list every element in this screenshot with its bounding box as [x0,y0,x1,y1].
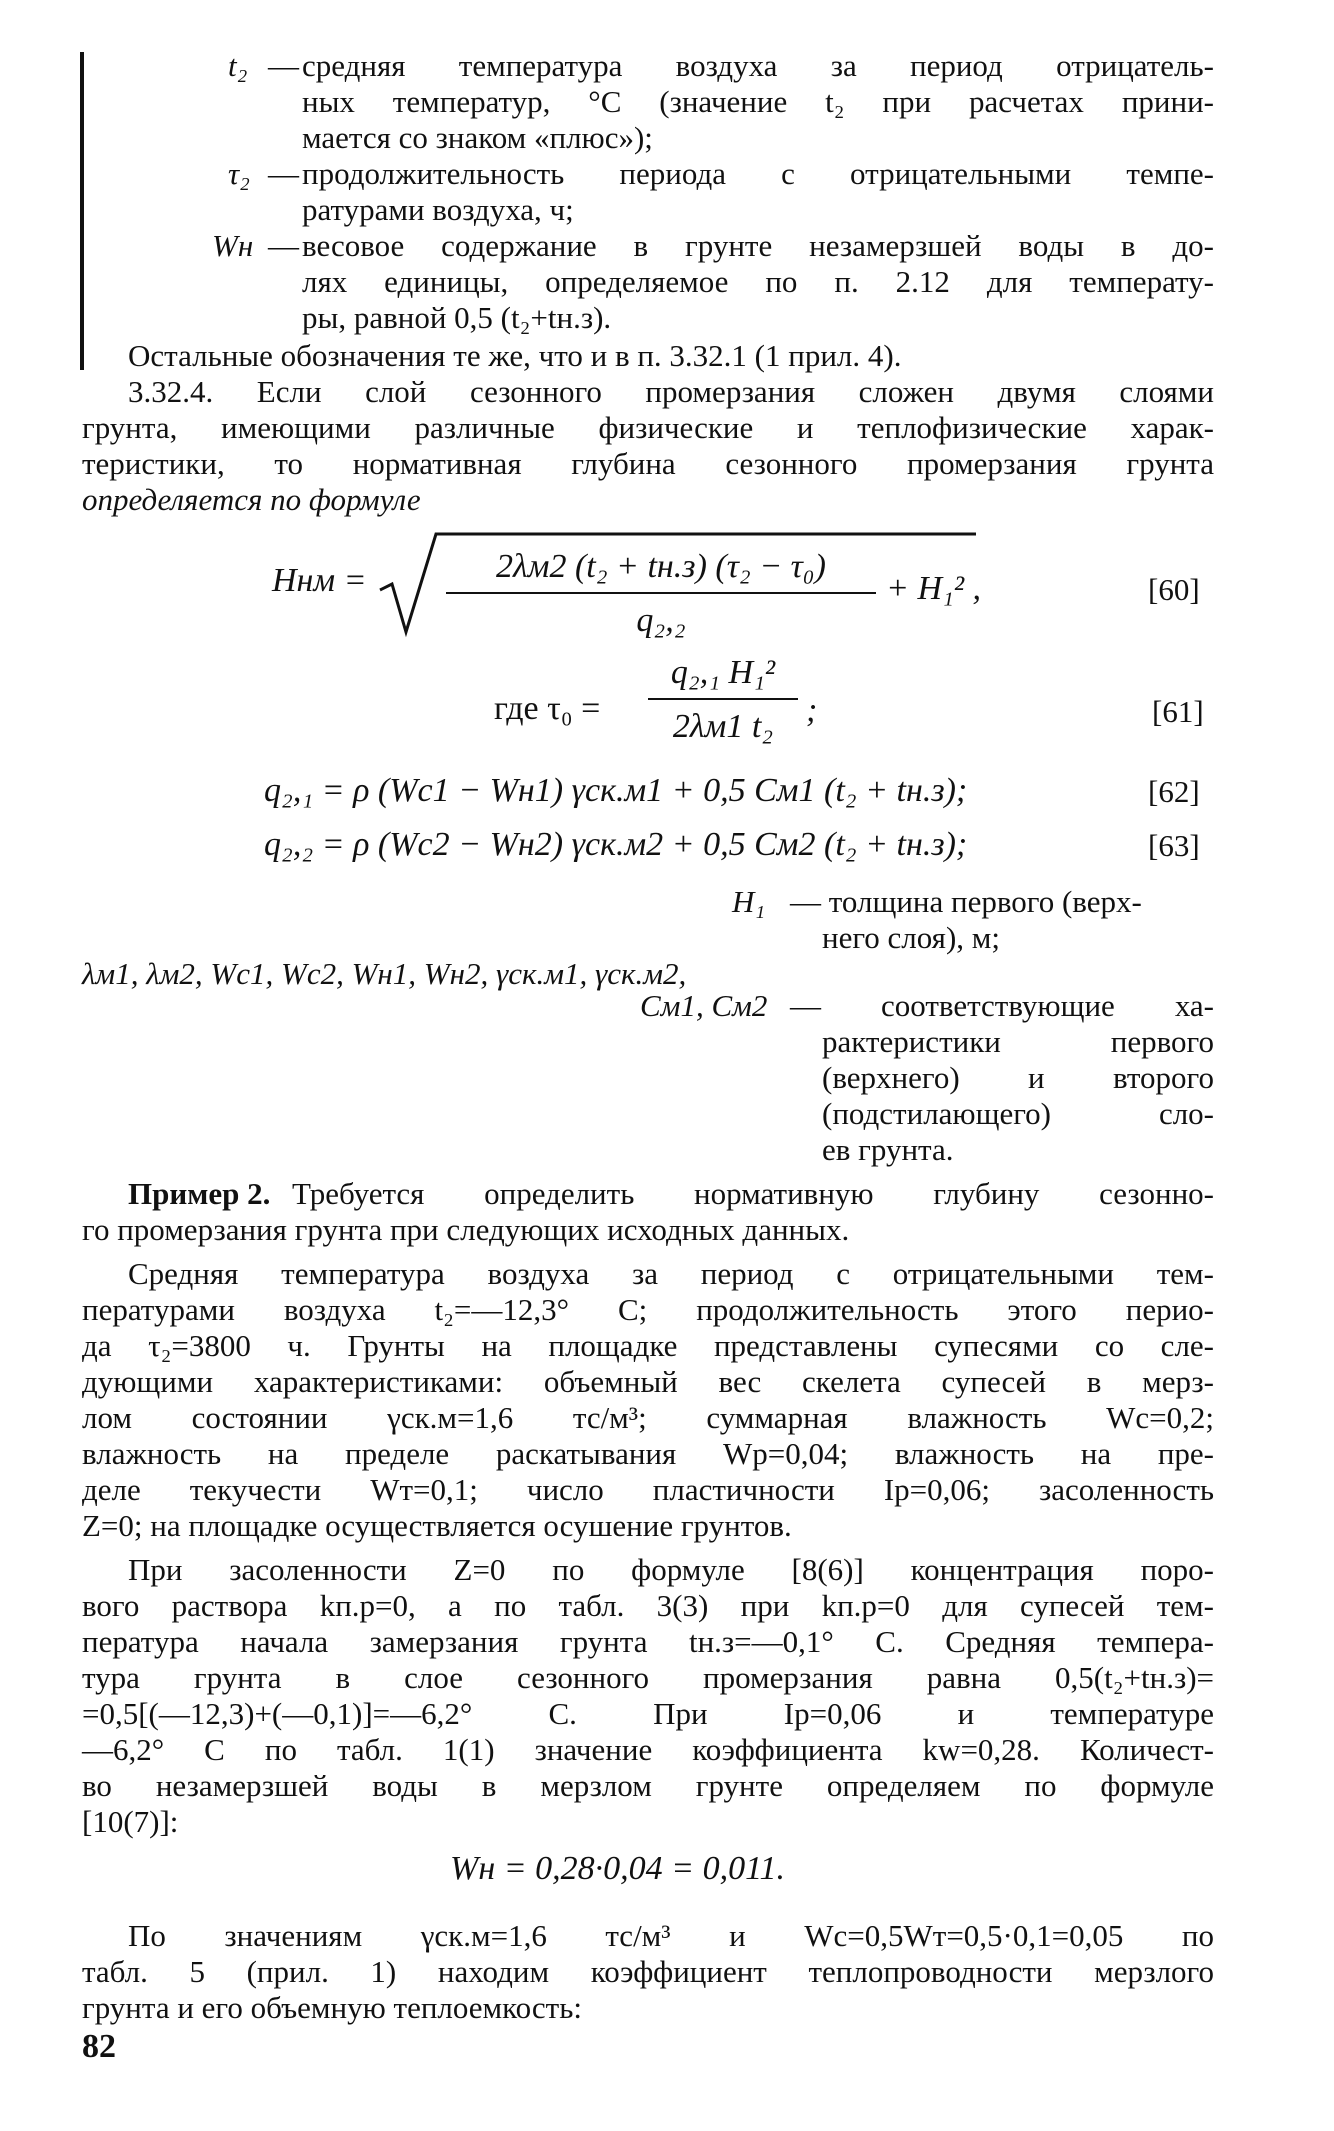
def-line: (подстилающего) сло- [822,1096,1214,1131]
def-line: ратурами воздуха, ч; [302,192,574,227]
def-symbol: t₂ [228,48,248,83]
paragraph-line: —6,2° C по табл. 1(1) значение коэффициента kw=0,28. Количест- [82,1732,1214,1767]
def-dash: — [268,156,299,191]
def-symbol: Wн [212,228,254,263]
def-line: весовое содержание в грунте незамерзшей воды в до- [302,228,1214,263]
fraction-numerator: q₂,₁ H₁² [648,654,798,700]
page-number: 82 [82,2028,116,2065]
paragraph-line: Z=0; на площадке осуществляется осушение грунтов. [82,1508,792,1543]
paragraph-line: грунта и его объемную теплоемкость: [82,1990,582,2025]
equation-prefix: где τ₀ = [494,690,601,727]
def-symbol: H₁ [732,884,766,919]
equation-63: q₂,₂ = ρ (Wс2 − Wн2) γск.м2 + 0,5 Cм2 (t₂ + tн.з); [264,826,968,863]
def-line: рактеристики первого [822,1024,1214,1059]
paragraph-line: =0,5[(—12,3)+(—0,1)]=—6,2° C. При Iр=0,06 и температуре [82,1696,1214,1731]
def-line: средняя температура воздуха за период отрицатель- [302,48,1214,83]
def-line: ев грунта. [822,1132,954,1167]
equation-number: [62] [1148,774,1200,809]
paragraph-line: го промерзания грунта при следующих исходных данных. [82,1212,850,1247]
example-label: Пример 2. [128,1176,271,1211]
equation-number: [63] [1148,828,1200,863]
paragraph-line: табл. 5 (прил. 1) находим коэффициент теплопроводности мерзлого [82,1954,1214,1989]
paragraph-line: определяется по формуле [82,482,421,517]
paragraph-line: дующими характеристиками: объемный вес скелета супесей в мерз- [82,1364,1214,1399]
paragraph-line: пературами воздуха t₂=—12,3° C; продолжительность этого перио- [82,1292,1214,1327]
paragraph-line: деле текучести Wт=0,1; число пластичности Iр=0,06; засоленность [82,1472,1214,1507]
def-line: ных температур, °C (значение t₂ при расчетах прини- [302,84,1214,119]
fraction-denominator: q₂,₂ [636,602,686,639]
paragraph-line: грунта, имеющими различные физические и теплофизические харак- [82,410,1214,445]
def-line: него слоя), м; [822,920,1000,955]
def-dash: — [268,228,299,263]
equation-wn: Wн = 0,28·0,04 = 0,011. [450,1850,786,1887]
def-line: — толщина первого (верх- [790,884,1142,919]
def-line: ры, равной 0,5 (t₂+tн.з). [302,300,612,335]
def-line: (верхнего) и второго [822,1060,1214,1095]
paragraph-line: тура грунта в слое сезонного промерзания равна 0,5(t₂+tн.з)= [82,1660,1214,1695]
paragraph-line: пература начала замерзания грунта tн.з=—0,1° C. Средняя темпера- [82,1624,1214,1659]
paragraph-line: вого раствора kп.р=0, а по табл. 3(3) при kп.р=0 для супесей тем- [82,1588,1214,1623]
paragraph-line: во незамерзшей воды в мерзлом грунте определяем по формуле [82,1768,1214,1803]
fraction-numerator: 2λм2 (t₂ + tн.з) (τ₂ − τ₀) [446,548,876,594]
paragraph-line: [10(7)]: [82,1804,179,1839]
paragraph-line: теристики, то нормативная глубина сезонного промерзания грунта [82,446,1214,481]
equation-tail: + H₁² , [886,570,982,607]
paragraph-line: Требуется определить нормативную глубину сезонно- [292,1176,1214,1211]
equation-lhs: Hнм = [272,562,367,599]
def-line: мается со знаком «плюс»); [302,120,653,155]
lambda-list: λм1, λм2, Wс1, Wс2, Wн1, Wн2, γск.м1, γск.м2, [82,956,687,991]
def-dash: — [268,48,299,83]
equation-fraction [648,654,798,746]
rest-note: Остальные обозначения те же, что и в п. 3.32.1 (1 прил. 4). [128,338,902,373]
paragraph-line: По значениям γск.м=1,6 тс/м³ и Wс=0,5Wт=0,5·0,1=0,05 по [128,1918,1214,1953]
paragraph-line: При засоленности Z=0 по формуле [8(6)] концентрация поро- [128,1552,1214,1587]
fraction-denominator: 2λм1 t₂ [672,708,774,745]
equation-fraction [446,548,876,640]
equation-tail: ; [806,692,818,729]
def-symbol: τ₂ [228,156,250,191]
margin-bar [80,52,84,370]
def-line: — соответствующие ха- [790,988,1214,1023]
def-line: лях единицы, определяемое по п. 2.12 для температу- [302,264,1214,299]
equation-62: q₂,₁ = ρ (Wс1 − Wн1) γск.м1 + 0,5 Cм1 (t₂ + tн.з); [264,772,968,809]
equation-number: [60] [1148,572,1200,607]
paragraph-line: влажность на пределе раскатывания Wр=0,04; влажность на пре- [82,1436,1214,1471]
equation-number: [61] [1152,694,1204,729]
paragraph-line: 3.32.4. Если слой сезонного промерзания сложен двумя слоями [128,374,1214,409]
paragraph-line: да τ₂=3800 ч. Грунты на площадке представлены супесями со сле- [82,1328,1214,1363]
def-symbol: Cм1, Cм2 [640,988,768,1023]
def-line: продолжительность периода с отрицательными темпе- [302,156,1214,191]
paragraph-line: лом состоянии γск.м=1,6 тс/м³; суммарная влажность Wс=0,2; [82,1400,1214,1435]
paragraph-line: Средняя температура воздуха за период с отрицательными тем- [128,1256,1214,1291]
